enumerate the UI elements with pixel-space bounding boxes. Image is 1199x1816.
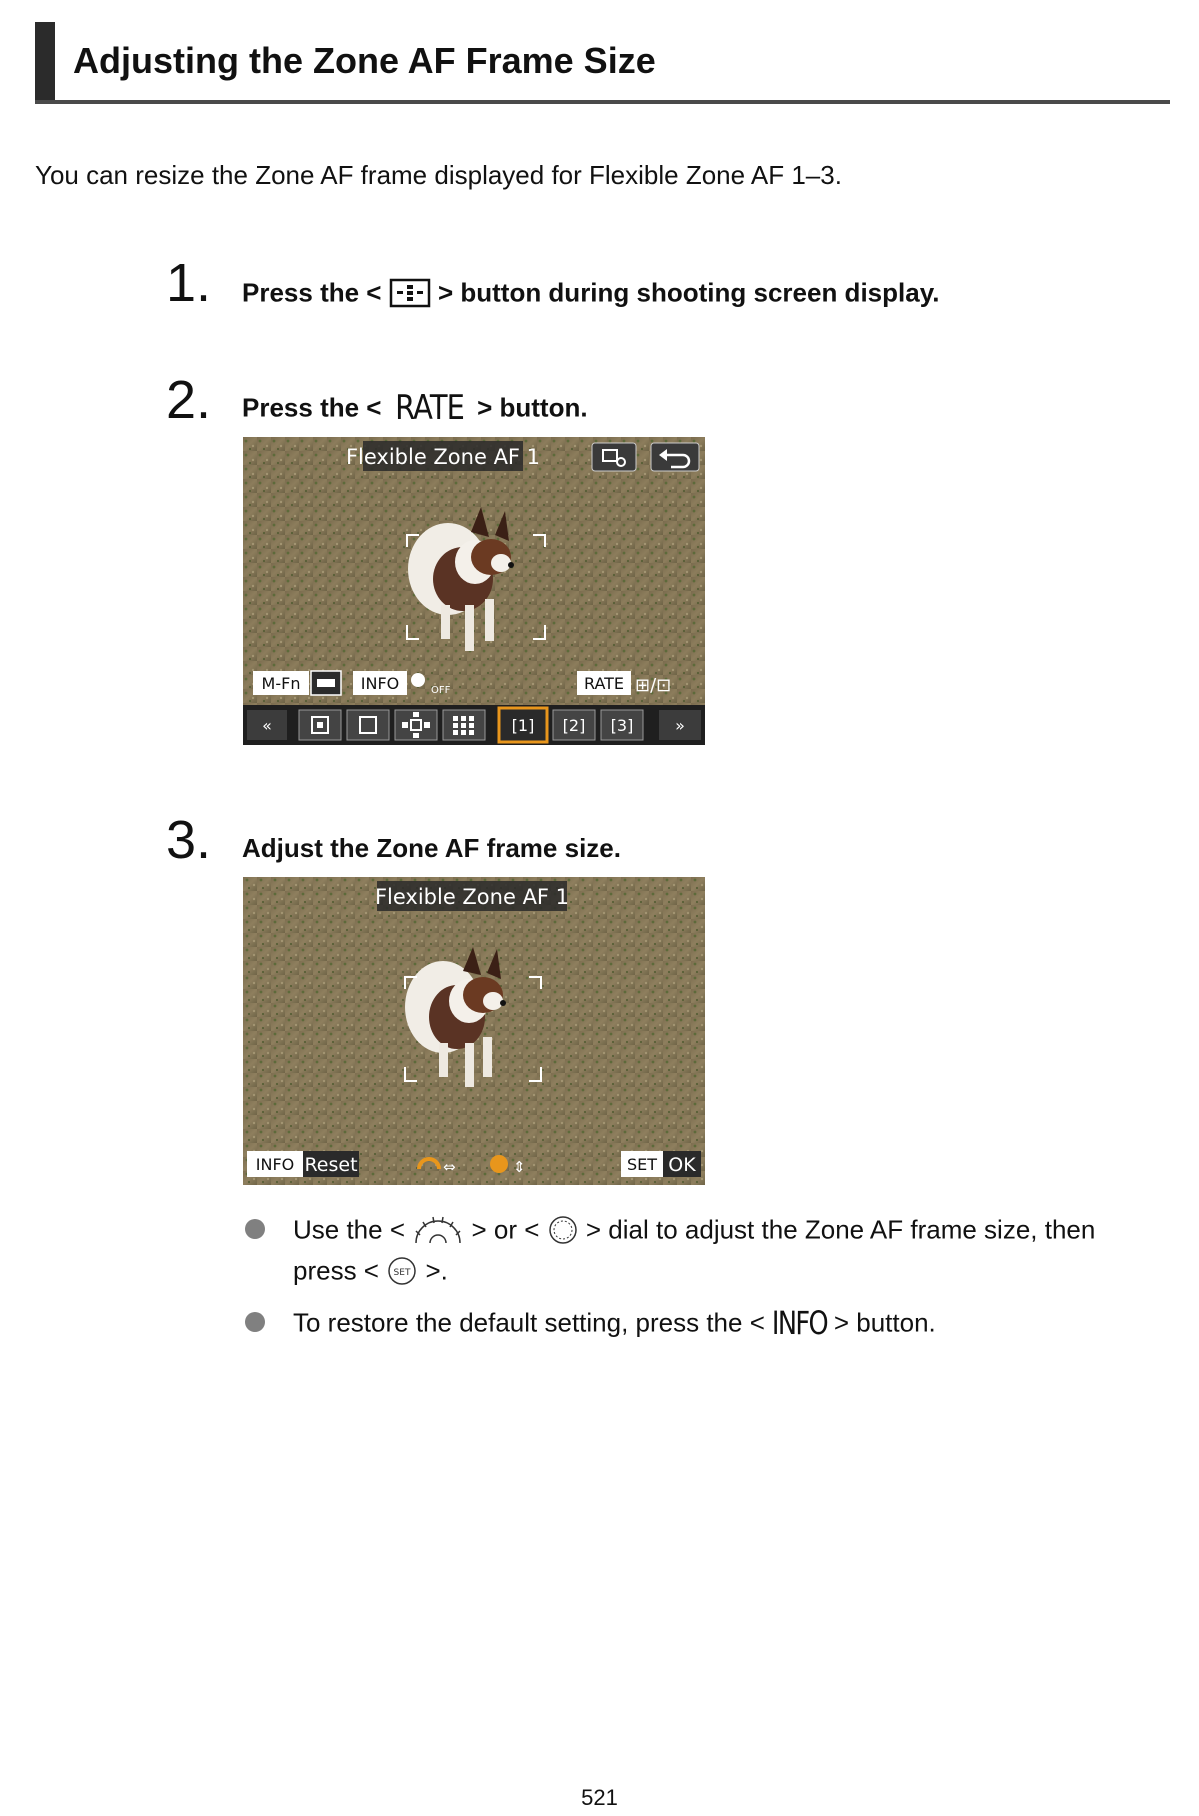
set-ok-button[interactable] — [621, 1151, 701, 1177]
rate-button-label: RATE — [394, 388, 464, 428]
heading-accent-bar — [35, 22, 55, 102]
step-3-text: Adjust the Zone AF frame size. — [242, 833, 621, 863]
svg-text:INFO: INFO — [255, 1155, 295, 1174]
control-dial-icon — [490, 1155, 508, 1173]
bullet-restore-default — [245, 1302, 1165, 1344]
step-2-text — [242, 388, 588, 428]
svg-text:[1]: [1] — [511, 716, 535, 735]
svg-text:RATE: RATE — [583, 674, 625, 693]
step-2-text-before: Press the < — [242, 392, 382, 423]
flexible-zone-1-option[interactable] — [499, 708, 547, 742]
svg-text:INFO: INFO — [360, 674, 400, 693]
bullet-text: Use the < > or < > dial to adjust the Zone AF frame size, then press < SET >. — [293, 1214, 1096, 1286]
info-button-label: INFO — [771, 1303, 827, 1342]
spot-af-icon[interactable] — [299, 710, 341, 740]
set-button-icon — [386, 1255, 418, 1287]
mfn-indicator — [253, 671, 341, 695]
svg-text:SET: SET — [626, 1155, 658, 1174]
display-toggle-button[interactable] — [592, 443, 636, 471]
svg-text:⇔: ⇔ — [443, 1158, 456, 1176]
heading-underline — [35, 100, 1170, 104]
svg-text:[2]: [2] — [562, 716, 586, 735]
bullet-text: To restore the default setting, press the < INFO > button. — [293, 1303, 936, 1342]
svg-text:SET: SET — [393, 1267, 411, 1278]
control-dial-icon — [547, 1214, 579, 1246]
step-3-number: 3. — [166, 810, 212, 870]
frame-size-icon: ⊞/⊡ — [635, 675, 672, 696]
zone-af-icon[interactable] — [443, 710, 485, 740]
back-button[interactable] — [651, 443, 699, 471]
flexible-zone-3-option[interactable] — [601, 710, 643, 740]
svg-text:⇕: ⇕ — [513, 1158, 526, 1176]
mode-label: Flexible Zone AF 1 — [374, 885, 570, 909]
step-1-text-after: > button during shooting screen display. — [437, 277, 940, 308]
svg-text:M-Fn: M-Fn — [261, 674, 301, 693]
quick-control-button-icon — [389, 278, 431, 308]
1-point-af-icon[interactable] — [347, 710, 389, 740]
step-2-text-after: > button. — [477, 392, 588, 423]
intro-paragraph: You can resize the Zone AF frame displayed for Flexible Zone AF 1–3. — [35, 160, 842, 190]
main-dial-icon — [412, 1213, 464, 1247]
af-scroll-right-button[interactable] — [659, 710, 701, 740]
step-1-text-before: Press the < — [242, 277, 382, 308]
svg-text:OK: OK — [668, 1154, 696, 1176]
info-reset-button[interactable] — [247, 1151, 359, 1177]
tracking-off-icon — [411, 673, 425, 687]
svg-text:[3]: [3] — [610, 716, 634, 735]
step-1-text — [242, 276, 939, 309]
rate-indicator — [577, 671, 671, 696]
svg-text:Reset: Reset — [304, 1154, 358, 1176]
step-2-number: 2. — [166, 370, 212, 430]
camera-screen-af-selection — [243, 437, 705, 745]
page-title: Adjusting the Zone AF Frame Size — [73, 40, 656, 81]
step-1-number: 1. — [166, 253, 212, 313]
page-number: 521 — [581, 1785, 618, 1810]
bullet-dot-icon — [245, 1219, 265, 1239]
svg-text:«: « — [262, 716, 272, 735]
mode-label: Flexible Zone AF 1 — [345, 445, 541, 469]
svg-text:OFF: OFF — [431, 685, 451, 696]
af-scroll-left-button[interactable] — [247, 710, 287, 740]
flexible-zone-2-option[interactable] — [553, 710, 595, 740]
expand-af-icon[interactable] — [395, 710, 437, 740]
camera-screen-frame-size — [243, 877, 705, 1185]
bullet-adjust-dial — [245, 1209, 1165, 1289]
svg-text:»: » — [675, 716, 685, 735]
bullet-dot-icon — [245, 1312, 265, 1332]
section-heading — [35, 22, 1170, 102]
